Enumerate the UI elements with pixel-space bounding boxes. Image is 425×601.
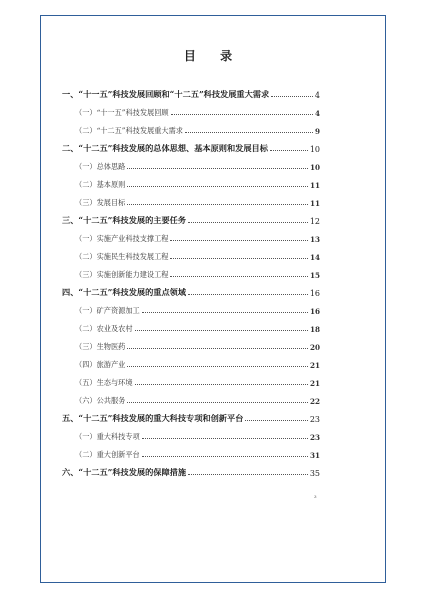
toc-entry-page: 20 [309, 343, 320, 352]
toc-entry-label: 四、“十二五”科技发展的重点领域 [62, 287, 187, 297]
toc-entry-3-1[interactable] [62, 230, 320, 244]
toc-entry-section-2[interactable] [62, 140, 320, 154]
toc-entry-label: （三）发展目标 [75, 198, 126, 207]
toc-leader-dots [127, 348, 308, 349]
toc-leader-dots [188, 222, 308, 223]
toc-entry-label: （一）重大科技专项 [75, 432, 140, 441]
toc-title: 目 录 [183, 49, 243, 63]
toc-entry-section-6[interactable] [62, 464, 320, 478]
toc-entry-label: 一、“十一五”科技发展回顾和“十二五”科技发展重大需求 [62, 89, 270, 99]
toc-entry-page: 23 [309, 433, 320, 442]
toc-entry-page: 10 [309, 163, 320, 172]
toc-entry-1-1[interactable] [62, 104, 320, 118]
toc-entry-4-3[interactable] [62, 338, 320, 352]
toc-entry-5-1[interactable] [62, 428, 320, 442]
toc-leader-dots [142, 438, 308, 439]
toc-entry-label: （二）实施民生科技发展工程 [75, 252, 169, 261]
toc-entry-label: （一）矿产资源加工 [75, 306, 140, 315]
toc-entry-page: 23 [309, 415, 320, 424]
toc-entry-4-6[interactable] [62, 392, 320, 406]
toc-entry-1-2[interactable] [62, 122, 320, 136]
toc-leader-dots [270, 150, 308, 151]
toc-entry-page: 4 [314, 91, 320, 100]
toc-entry-page: 14 [309, 253, 320, 262]
toc-leader-dots [127, 366, 308, 367]
toc-entry-section-3[interactable] [62, 212, 320, 226]
toc-entry-label: （二）农业及农村 [75, 324, 133, 333]
toc-leader-dots [142, 312, 308, 313]
toc-entry-section-4[interactable] [62, 284, 320, 298]
toc-entry-4-5[interactable] [62, 374, 320, 388]
toc-entry-label: （一）实施产业科技支撑工程 [75, 234, 169, 243]
toc-entry-page: 21 [309, 379, 320, 388]
toc-entry-label: （一）总体思路 [75, 162, 126, 171]
toc-leader-dots [135, 330, 308, 331]
toc-entry-page: 16 [309, 307, 320, 316]
toc-entry-4-4[interactable] [62, 356, 320, 370]
toc-entry-label: （五）生态与环境 [75, 378, 133, 387]
toc-entry-page: 13 [309, 235, 320, 244]
toc-entry-3-3[interactable] [62, 266, 320, 280]
toc-entry-page: 22 [309, 397, 320, 406]
toc-entry-label: （四）旅游产业 [75, 360, 126, 369]
toc-entry-section-5[interactable] [62, 410, 320, 424]
toc-entry-label: （二）“十二五”科技发展重大需求 [75, 126, 183, 135]
toc-leader-dots [170, 258, 308, 259]
toc-leader-dots [142, 456, 308, 457]
toc-leader-dots [271, 96, 313, 97]
toc-entry-page: 4 [314, 109, 320, 118]
toc-leader-dots [127, 204, 308, 205]
toc-leader-dots [127, 168, 308, 169]
toc-leader-dots [170, 240, 308, 241]
toc-entry-2-1[interactable] [62, 158, 320, 172]
toc-leader-dots [185, 132, 313, 133]
toc-entry-label: 六、“十二五”科技发展的保障措施 [62, 467, 187, 477]
toc-leader-dots [188, 474, 308, 475]
toc-leader-dots [135, 384, 308, 385]
toc-entry-label: （三）实施创新能力建设工程 [75, 270, 169, 279]
toc-entry-page: 18 [309, 325, 320, 334]
page-number: 3 [314, 494, 317, 499]
toc-entry-2-2[interactable] [62, 176, 320, 190]
toc-leader-dots [188, 294, 308, 295]
toc-entry-4-2[interactable] [62, 320, 320, 334]
toc-leader-dots [127, 402, 308, 403]
toc-entry-page: 11 [309, 199, 320, 208]
toc-leader-dots [170, 276, 308, 277]
toc-entry-page: 10 [309, 145, 320, 154]
page-border [40, 15, 386, 583]
toc-entry-page: 31 [309, 451, 320, 460]
toc-entry-page: 35 [309, 469, 320, 478]
toc-entry-page: 21 [309, 361, 320, 370]
toc-entry-page: 12 [309, 217, 320, 226]
toc-entry-page: 11 [309, 181, 320, 190]
toc-entry-label: （六）公共服务 [75, 396, 126, 405]
toc-entry-label: 三、“十二五”科技发展的主要任务 [62, 215, 187, 225]
toc-entry-label: （二）基本原则 [75, 180, 126, 189]
toc-entry-label: （三）生物医药 [75, 342, 126, 351]
toc-entry-label: 五、“十二五”科技发展的重大科技专项和创新平台 [62, 413, 244, 423]
toc-entry-page: 9 [314, 127, 320, 136]
toc-entry-5-2[interactable] [62, 446, 320, 460]
toc-entry-2-3[interactable] [62, 194, 320, 208]
toc-entry-3-2[interactable] [62, 248, 320, 262]
toc-entry-label: （二）重大创新平台 [75, 450, 140, 459]
toc-leader-dots [171, 114, 313, 115]
toc-entry-label: 二、“十二五”科技发展的总体思想、基本原则和发展目标 [62, 143, 268, 153]
toc-entry-label: （一）“十一五”科技发展回顾 [75, 108, 169, 117]
toc-entry-page: 16 [309, 289, 320, 298]
toc-entry-4-1[interactable] [62, 302, 320, 316]
toc-leader-dots [245, 420, 307, 421]
toc-leader-dots [127, 186, 308, 187]
toc-entry-section-1[interactable] [62, 86, 320, 100]
toc-entry-page: 15 [309, 271, 320, 280]
